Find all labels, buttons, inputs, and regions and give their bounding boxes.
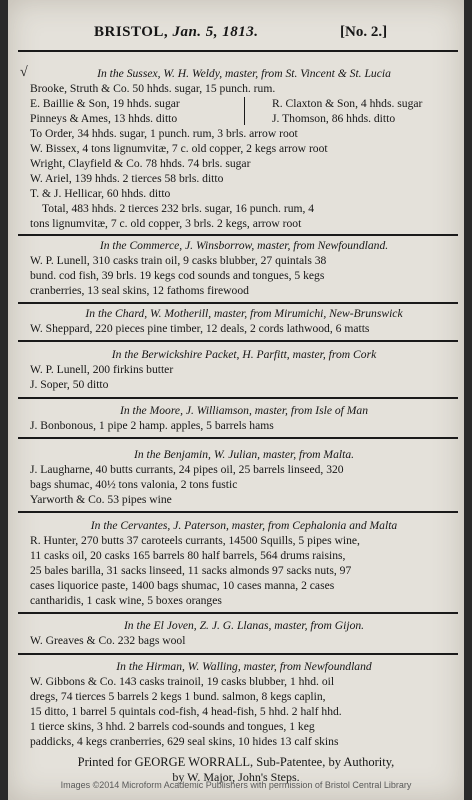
section-rule (18, 511, 458, 513)
ship-heading: In the Sussex, W. H. Weldy, master, from St. Vincent & St. Lucia (97, 67, 391, 80)
cargo-line: W. Gibbons & Co. 143 casks trainoil, 19 casks blubber, 1 hhd. oil (30, 675, 335, 688)
cargo-line: 25 bales barilla, 31 sacks linseed, 11 sacks almonds 97 sacks nuts, 97 (30, 564, 352, 577)
cargo-line-split: E. Baillie & Son, 19 hhds. sugar R. Claxton & Son, 4 hhds. sugar (30, 97, 423, 110)
cargo-line: W. Sheppard, 220 pieces pine timber, 12 deals, 2 cords lathwood, 6 matts (30, 322, 370, 335)
cargo-line: 15 ditto, 1 barrel 5 quintals cod-fish, 4 head-fish, 5 hhd. 2 half hhd. (30, 705, 342, 718)
cargo-line: bags shumac, 40½ tons valonia, 2 tons fustic (30, 478, 238, 491)
section-rule (18, 302, 458, 304)
ship-heading: In the Commerce, J. Winsborrow, master, from Newfoundland. (99, 239, 389, 252)
ship-heading: In the Hirman, W. Walling, master, from Newfoundland (116, 660, 372, 673)
cargo-line: bund. cod fish, 39 brls. 19 kegs cod sounds and tongues, 5 kegs (30, 269, 325, 282)
section-rule (18, 340, 458, 342)
cargo-line-split: Pinneys & Ames, 13 hhds. ditto J. Thomson, 86 hhds. ditto (30, 112, 396, 125)
cargo-line: J. Soper, 50 ditto (30, 378, 109, 391)
cargo-line: T. & J. Hellicar, 60 hhds. ditto (30, 187, 171, 200)
cargo-line: 11 casks oil, 20 casks 165 barrels 80 half barrels, 564 drums raisins, (30, 549, 346, 562)
imprint-line: Printed for GEORGE WORRALL, Sub-Patentee, by Authority, (77, 755, 395, 769)
ship-heading: In the Cervantes, J. Paterson, master, from Cephalonia and Malta (90, 519, 398, 532)
ship-heading: In the Chard, W. Motherill, master, from Mirumichi, New-Brunswick (85, 307, 403, 320)
cargo-line: cranberries, 13 seal skins, 12 fathoms firewood (30, 284, 249, 297)
header-rule (18, 50, 458, 52)
cargo-line: To Order, 34 hhds. sugar, 1 punch. rum, 3 brls. arrow root (30, 127, 298, 140)
imprint-line: by W. Major, John's Steps. (172, 770, 300, 784)
cargo-line: paddicks, 4 kegs cranberries, 629 seal skins, 10 hides 13 calf skins (30, 735, 339, 748)
cargo-line: Yarworth & Co. 53 pipes wine (30, 493, 172, 506)
cargo-line: Wright, Clayfield & Co. 78 hhds. 74 brls. sugar (30, 157, 251, 170)
section-rule (18, 234, 458, 236)
cargo-line: Brooke, Struth & Co. 50 hhds. sugar, 15 punch. rum. (30, 82, 276, 95)
section-rule (18, 397, 458, 399)
ship-heading: In the Berwickshire Packet, H. Parfitt, master, from Cork (111, 348, 377, 361)
document-header (8, 24, 464, 46)
cargo-line: 1 tierce skins, 3 hhd. 2 barrels cod-sounds and tongues, 1 keg (30, 720, 315, 733)
cargo-line: dregs, 74 tierces 5 barrels 2 kegs 1 bund. salmon, 8 kegs caplin, (30, 690, 326, 703)
cargo-line: R. Hunter, 270 butts 37 caroteels currants, 14500 Squills, 5 pipes wine, (30, 534, 360, 547)
cargo-line: W. Greaves & Co. 232 bags wool (30, 634, 186, 647)
header-title: BRISTOL, Jan. 5, 1813. (94, 24, 259, 40)
ship-heading: In the El Joven, Z. J. G. Llanas, master, from Gijon. (123, 619, 365, 632)
section-rule (18, 653, 458, 655)
cargo-line: W. P. Lunell, 200 firkins butter (30, 363, 174, 376)
issue-number: [No. 2.] (340, 24, 388, 40)
cargo-line: W. P. Lunell, 310 casks train oil, 9 casks blubber, 27 quintals 38 (30, 254, 327, 267)
section-rule (18, 437, 458, 439)
ship-heading: In the Benjamin, W. Julian, master, from Malta. (133, 448, 355, 461)
cargo-line: J. Laugharne, 40 butts currants, 24 pipes oil, 25 barrels linseed, 320 (30, 463, 344, 476)
cargo-line: cases liquorice paste, 1400 bags shumac, 10 cases manna, 2 cases (30, 579, 335, 592)
cargo-line: W. Bissex, 4 tons lignumvitæ, 7 c. old copper, 2 kegs arrow root (30, 142, 328, 155)
total-line: Total, 483 hhds. 2 tierces 232 brls. sugar, 16 punch. rum, 4 (42, 202, 315, 215)
cargo-line: cantharidis, 1 cask wine, 5 boxes oranges (30, 594, 222, 607)
tick-mark: √ (20, 65, 28, 80)
section-rule (18, 612, 458, 614)
cargo-line: W. Ariel, 139 hhds. 2 tierces 58 brls. ditto (30, 172, 224, 185)
document-page (8, 0, 464, 800)
ship-heading: In the Moore, J. Williamson, master, from Isle of Man (119, 404, 369, 417)
column-divider (244, 97, 245, 125)
image-credit: Images ©2014 Microform Academic Publishers with permission of Bristol Central Library (60, 780, 412, 790)
cargo-line: J. Bonbonous, 1 pipe 2 hamp. apples, 5 barrels hams (30, 419, 274, 432)
total-line: tons lignumvitæ, 7 c. old copper, 3 brls. 2 kegs, arrow root (30, 217, 302, 230)
